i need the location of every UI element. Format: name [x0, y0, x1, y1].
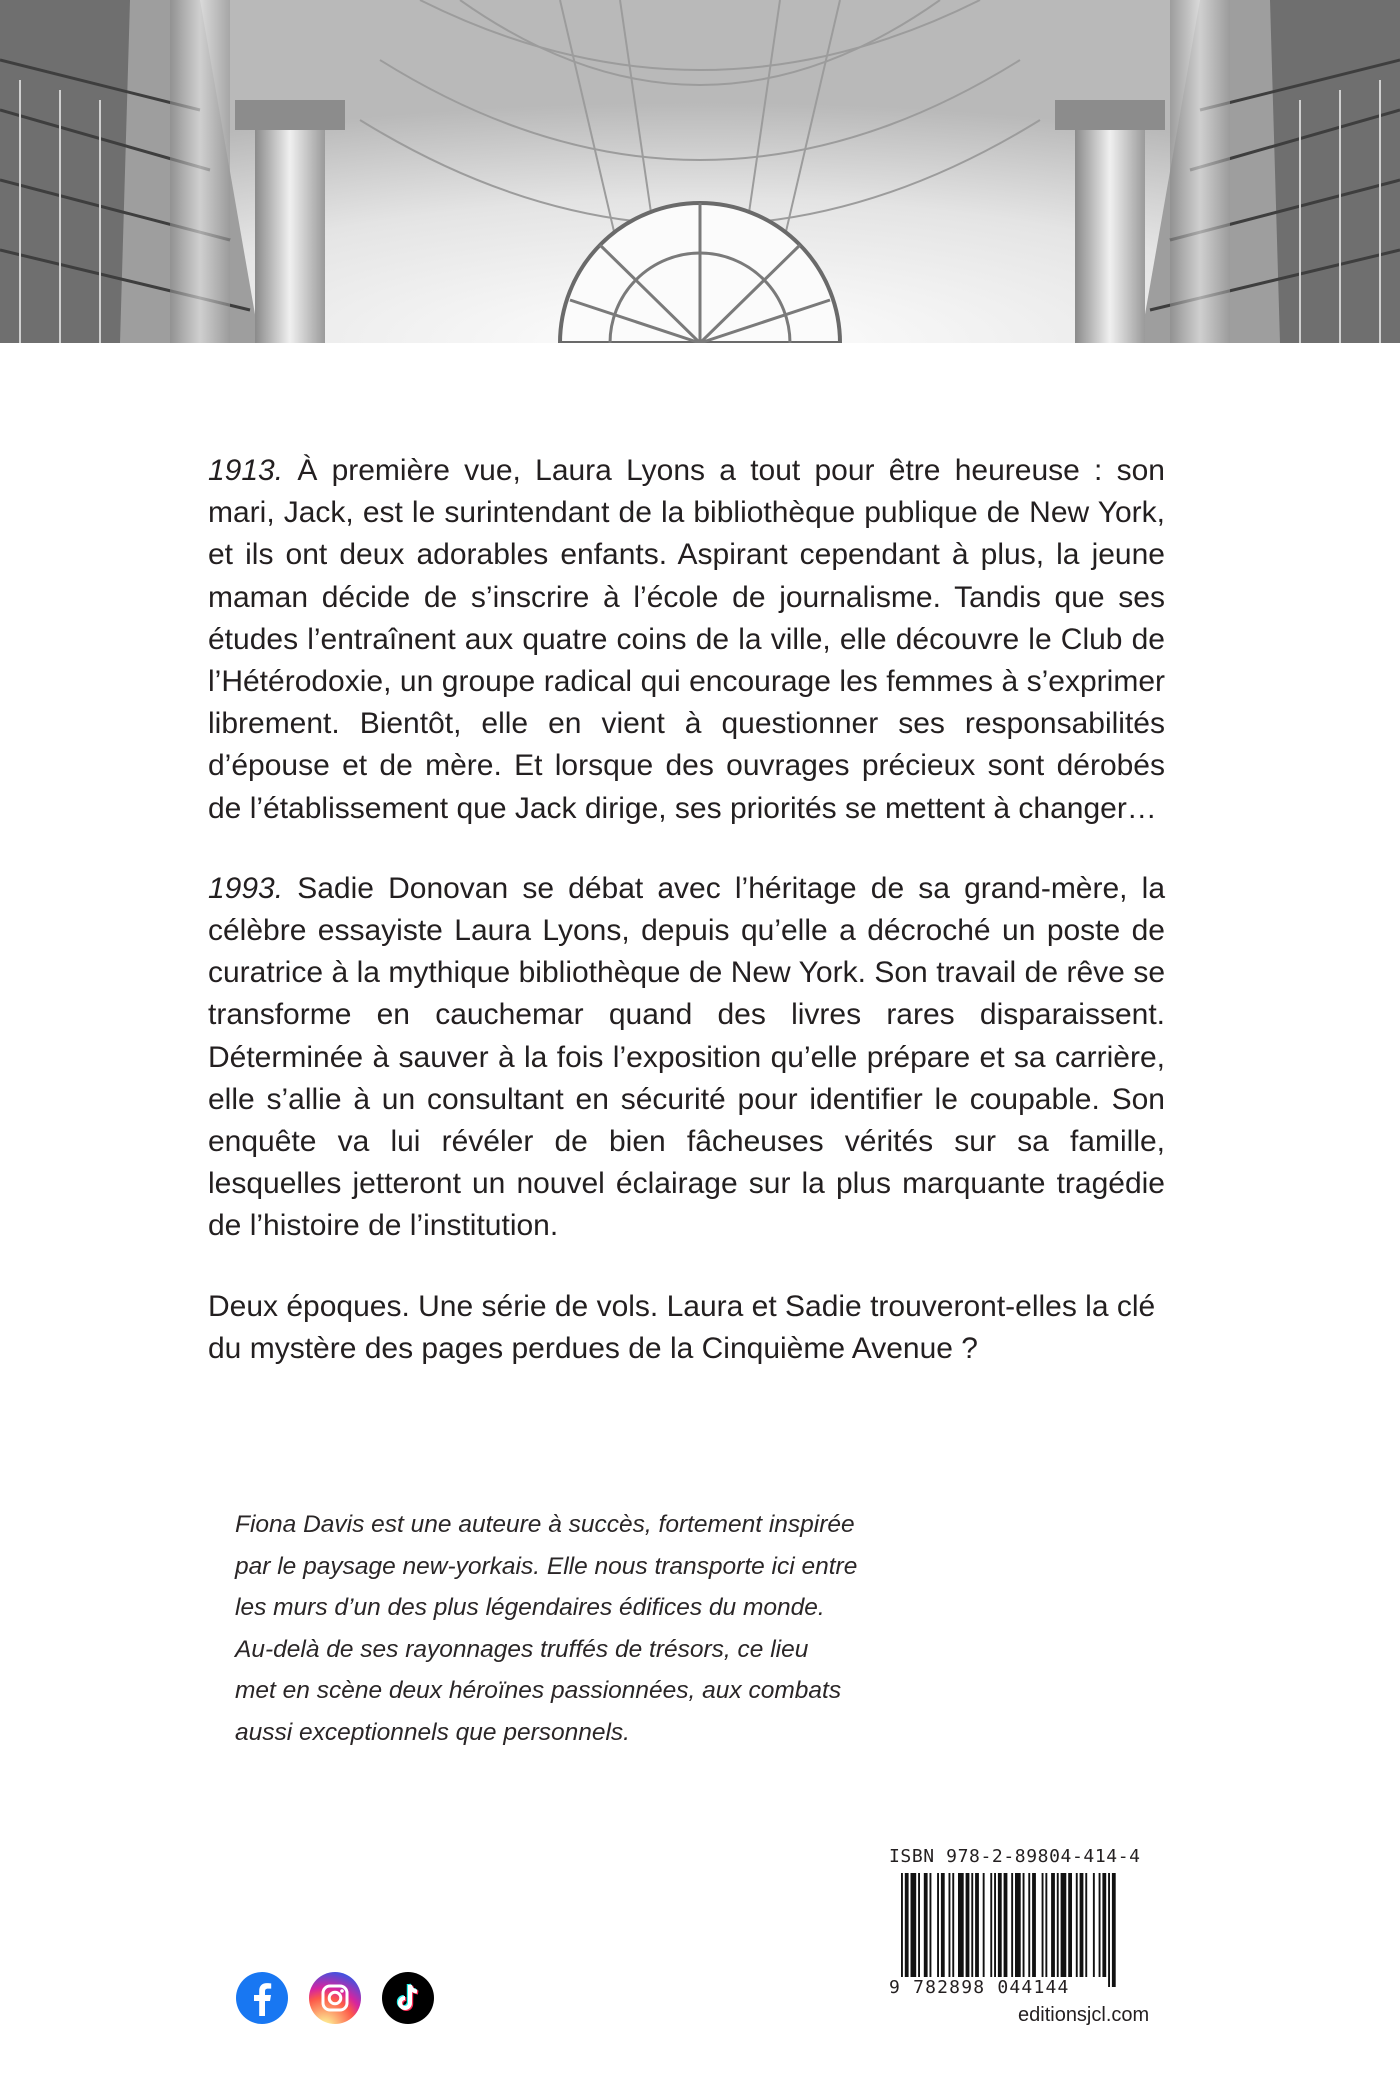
- barcode-bar: [1023, 1873, 1025, 1977]
- barcode-bar: [918, 1873, 920, 1977]
- barcode-bar: [990, 1873, 992, 1977]
- bio-line: Au-delà de ses rayonnages truffés de trésors, ce lieu: [235, 1635, 809, 1663]
- year-1993: 1993.: [208, 871, 284, 905]
- synopsis-text-1913: À première vue, Laura Lyons a tout pour être heureuse : son mari, Jack, est le surintendant de la bibliothèque publique de New York, et ils ont deux adorables enfants. Aspirant cependant à plus, la jeune maman décide de s’inscrire à l’école de journalisme. Tandis que ses études l’entraînent aux quatre coins de la ville, elle découvre le Club de l’Hétérodoxie, un groupe radical qui encourage les femmes à s’exprimer librement. Bientôt, elle en vient à questionner ses responsabilités d’épouse et de mère. Et lorsque des ouvrages précieux sont dérobés de l’établissement que Jack dirige, ses priorités se mettent à changer…: [208, 454, 1165, 825]
- synopsis-paragraph-1993: [208, 868, 1165, 1248]
- barcode-bar: [983, 1873, 985, 1977]
- barcode-bar: [1015, 1873, 1021, 1977]
- barcode-bar: [1004, 1873, 1008, 1987]
- facebook-icon[interactable]: [236, 1972, 288, 2024]
- barcode-bar: [941, 1873, 945, 1977]
- bio-line: par le paysage new-yorkais. Elle nous transporte ici entre: [235, 1552, 858, 1580]
- barcode-bar: [930, 1873, 932, 1977]
- barcode-bar: [901, 1873, 903, 1987]
- bio-line: les murs d’un des plus légendaires édifices du monde.: [235, 1594, 825, 1621]
- barcode-bar: [966, 1873, 970, 1977]
- barcode-bar: [1076, 1873, 1078, 1977]
- barcode-bar: [1099, 1873, 1101, 1977]
- synopsis: [208, 450, 1165, 1408]
- barcode-bar: [971, 1873, 973, 1977]
- barcode-bar: [1068, 1873, 1072, 1977]
- barcode-bar: [1093, 1873, 1095, 1977]
- barcode-bar: [949, 1873, 951, 1977]
- barcode-bar: [905, 1873, 909, 1987]
- barcode-bar: [952, 1873, 954, 1977]
- barcode-bar: [975, 1873, 979, 1977]
- isbn-label: ISBN 978-2-89804-414-4: [889, 1846, 1141, 1867]
- publisher-website[interactable]: editionsjcl.com: [1018, 2004, 1150, 2026]
- barcode-bar: [1042, 1873, 1044, 1977]
- author-bio: [235, 1504, 915, 1753]
- social-links: [236, 1972, 434, 2024]
- barcode-bar: [1080, 1873, 1084, 1977]
- bio-line: Fiona Davis est une auteure à succès, fortement inspirée: [235, 1511, 855, 1538]
- barcode-bar: [1045, 1873, 1047, 1977]
- barcode-block: [889, 1846, 1165, 2003]
- instagram-icon[interactable]: [309, 1972, 361, 2024]
- synopsis-text-1993: Sadie Donovan se débat avec l’héritage de sa grand-mère, la célèbre essayiste Laura Lyons, depuis qu’elle a décroché un poste de curatrice à la mythique bibliothèque de New York. Son travail de rêve se transforme en cauchemar quand des livres rares disparaissent. Déterminée à sauver à la fois l’exposition qu’elle prépare et sa carrière, elle s’allie à un consultant en sécurité pour identifier le coupable. Son enquête va lui révéler de bien fâcheuses vérités sur sa famille, lesquelles jetteront un nouvel éclairage sur la plus marquante tragédie de l’histoire de l’institution.: [208, 871, 1165, 1243]
- synopsis-conclusion: Deux époques. Une série de vols. Laura et Sadie trouveront-elles la clé du mystère des pages perdues de la Cinquième Avenue ?: [208, 1289, 1156, 1365]
- barcode-bar: [998, 1873, 1002, 1977]
- barcode-digits-text: 9 782898 044144: [889, 1977, 1070, 1998]
- library-ceiling-image: [0, 0, 1400, 343]
- tiktok-icon[interactable]: [382, 1972, 434, 2024]
- barcode-bar: [1061, 1873, 1067, 1977]
- barcode-bar: [924, 1873, 928, 1977]
- barcode-bar: [1085, 1873, 1087, 1977]
- barcode-bar: [994, 1873, 996, 1977]
- barcode-bar: [1051, 1873, 1055, 1977]
- barcode-bars: [889, 1873, 1165, 1987]
- barcode-bar: [937, 1873, 939, 1977]
- barcode-bar: [1032, 1873, 1036, 1977]
- barcode-bar: [958, 1873, 964, 1977]
- barcode-digits: [889, 1977, 1070, 1998]
- bio-line: aussi exceptionnels que personnels.: [235, 1718, 630, 1746]
- barcode-bar: [1028, 1873, 1030, 1977]
- year-1913: 1913.: [208, 454, 284, 487]
- barcode-bar: [1057, 1873, 1059, 1977]
- barcode-bar: [1108, 1873, 1110, 1987]
- bio-line: met en scène deux héroïnes passionnées, aux combats: [235, 1677, 842, 1704]
- barcode: [889, 1873, 1165, 2003]
- barcode-bar: [1011, 1873, 1013, 1987]
- barcode-bar: [1102, 1873, 1106, 1977]
- synopsis-paragraph-1913: [208, 450, 1165, 830]
- barcode-bar: [911, 1873, 917, 1977]
- barcode-bar: [1112, 1873, 1116, 1987]
